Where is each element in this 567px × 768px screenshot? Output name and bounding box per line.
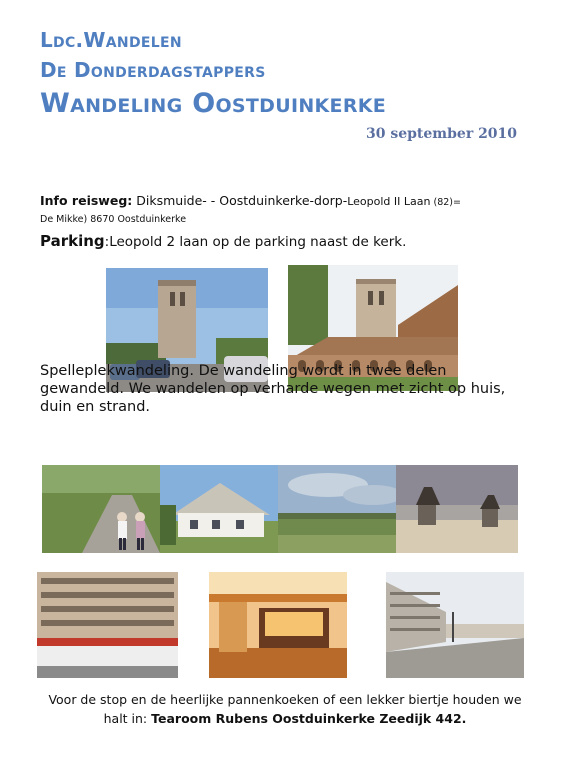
group-name: De Donderdagstappers	[40, 58, 266, 82]
apartments-photo	[37, 572, 178, 678]
tearoom-address: Tearoom Rubens Oostduinkerke Zeedijk 442.	[151, 711, 467, 726]
route-info	[40, 193, 530, 227]
footer-line1: Voor de stop en de heerlijke pannenkoeken of een lekker biertje houden we	[48, 692, 522, 707]
parking-info	[40, 232, 406, 250]
parking-text: :Leopold 2 laan op de parking naast de kerk.	[104, 234, 407, 250]
route-info-label: Info reisweg:	[40, 193, 133, 208]
statue-photo	[396, 465, 518, 553]
cottage-photo	[160, 465, 278, 553]
route-info-address: De Mikke) 8670 Oostduinkerke	[40, 214, 187, 225]
parking-label: Parking	[40, 232, 105, 250]
footer-line2-prefix: halt in:	[103, 711, 152, 726]
walk-description: Spelleplekwandeling. De wandeling wordt in twee delen gewandeld. We wandelen op verharde wegen met zicht op huis, duin en strand.	[40, 363, 506, 415]
dunes-photo	[278, 465, 396, 553]
tearoom-photo	[209, 572, 347, 678]
route-info-street: Leopold II Laan	[347, 195, 431, 208]
route-info-text: Diksmuide- - Oostduinkerke-dorp-	[132, 193, 348, 208]
walk-date: 30 september 2010	[366, 126, 518, 142]
route-info-number: (82)=	[430, 197, 461, 208]
page-title: Wandeling Oostduinkerke	[40, 88, 387, 119]
footer-note	[40, 690, 530, 728]
club-name: Ldc.Wandelen	[40, 28, 182, 52]
walkers-photo	[42, 465, 160, 553]
promenade-photo	[386, 572, 524, 678]
